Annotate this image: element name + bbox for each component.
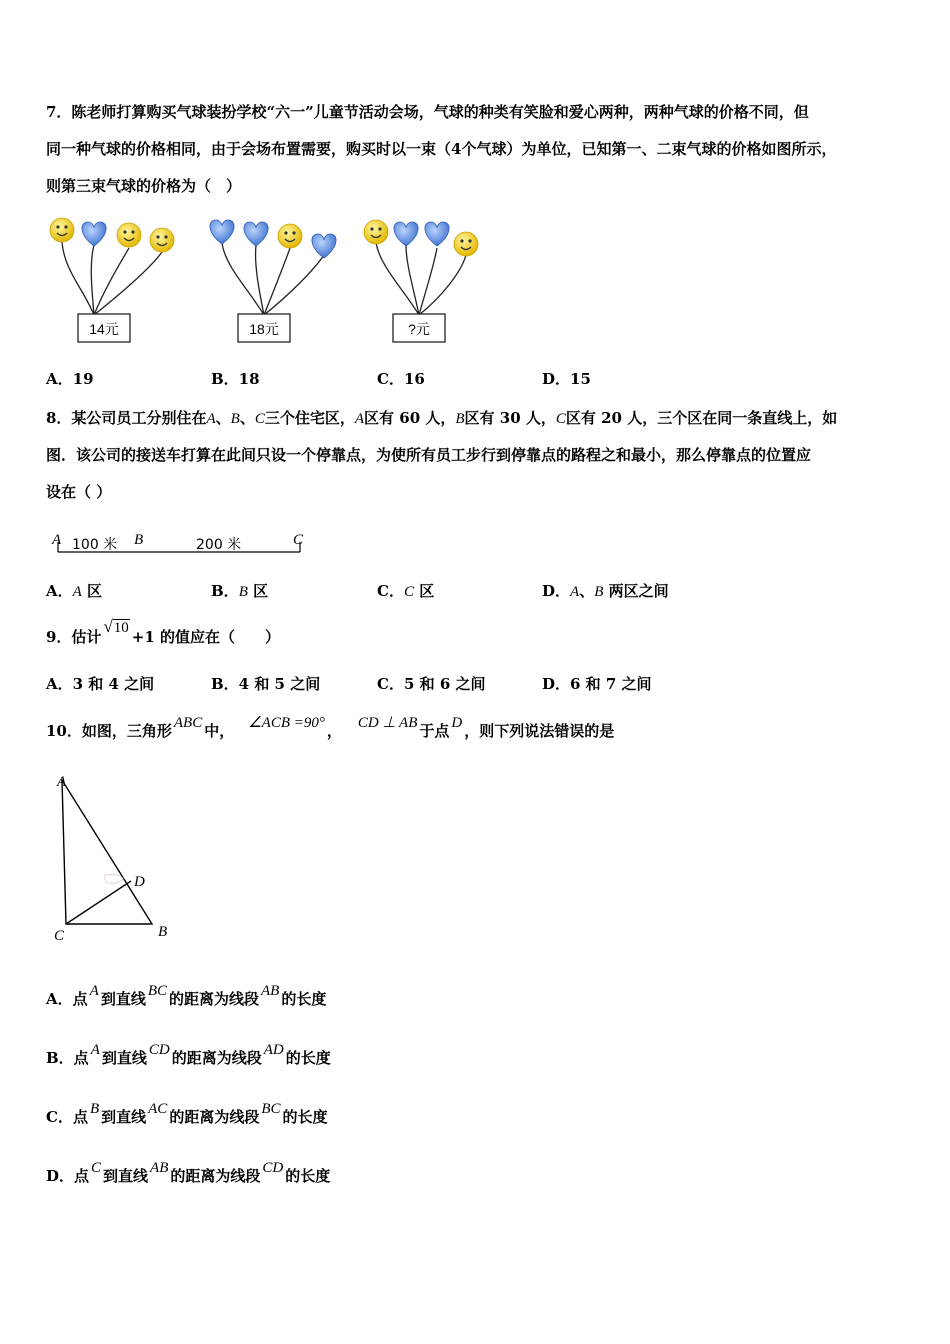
vertex-b-label: B (158, 924, 168, 940)
point-b-label: B (134, 532, 144, 548)
vertex-a-label: A (57, 774, 67, 790)
balloon-bundle-2 (210, 220, 336, 342)
smiley-balloon (364, 220, 388, 244)
q9-option-c[interactable]: C．5 和 6 之间 (377, 675, 486, 693)
sqrt-icon: √ (103, 617, 113, 636)
balloon-bundles-figure (44, 210, 484, 350)
heart-balloon (244, 222, 268, 246)
q7-line3: 则第三束气球的价格为（ ） (46, 177, 242, 195)
q10-line: 10．如图，三角形 ABC 中， ∠ACB =90° ， CD ⊥ AB 于点 D ，则下列说法错误的是 (46, 715, 615, 740)
q8-option-b[interactable]: B．B 区 (211, 582, 269, 600)
balloon-bundle-1 (50, 218, 174, 342)
sqrt-expression: √10 (103, 617, 129, 636)
point-c-label: C (293, 532, 304, 548)
q9-option-d[interactable]: D．6 和 7 之间 (542, 675, 652, 693)
q8-option-c[interactable]: C．C 区 (377, 582, 435, 600)
q9-line: 9．估计√10 +1 的值应在（ ） (46, 617, 281, 646)
price-label-1: 14元 (89, 321, 119, 337)
q8-line2: 图．该公司的接送车打算在此间只设一个停靠点，为使所有员工步行到停靠点的路程之和最小，那么停靠点的位置应 (46, 446, 812, 464)
distance-bc-label: 200 米 (196, 537, 242, 553)
distance-ab-label: 100 米 (72, 537, 118, 553)
q8-option-d[interactable]: D．A、B 两区之间 (542, 582, 669, 600)
q7-option-c[interactable]: C．16 (377, 370, 425, 388)
q10-option-d[interactable]: D．点 C 到直线 AB 的距离为线段 CD 的长度 (46, 1160, 331, 1185)
point-d-label: D (134, 874, 145, 890)
q10-option-a[interactable]: A．点 A 到直线 BC 的距离为线段 AB 的长度 (46, 983, 327, 1008)
heart-balloon (312, 234, 336, 258)
price-label-2: 18元 (249, 321, 279, 337)
balloon-bundle-3 (364, 220, 478, 342)
q10-option-c[interactable]: C．点 B 到直线 AC 的距离为线段 BC 的长度 (46, 1101, 328, 1126)
q7-option-b[interactable]: B．18 (211, 370, 260, 388)
q7-option-d[interactable]: D．15 (542, 370, 591, 388)
heart-balloon (82, 222, 106, 246)
q8-line3: 设在（ ） (46, 483, 112, 501)
q7-line1: 7．陈老师打算购买气球装扮学校“六一”儿童节活动会场，气球的种类有笑脸和爱心两种，两种气球的价格不同，但 (46, 103, 809, 121)
q7-option-a[interactable]: A．19 (46, 370, 94, 388)
q9-option-a[interactable]: A．3 和 4 之间 (46, 675, 155, 693)
q10-triangle-figure (46, 768, 176, 948)
q9-option-b[interactable]: B．4 和 5 之间 (211, 675, 321, 693)
smiley-balloon (278, 224, 302, 248)
segment-cd (66, 881, 131, 924)
heart-balloon (425, 222, 449, 246)
point-a-label: A (52, 532, 62, 548)
price-label-3: ?元 (408, 321, 430, 337)
smiley-balloon (50, 218, 74, 242)
vertex-c-label: C (54, 928, 65, 944)
heart-balloon (394, 222, 418, 246)
q10-option-b[interactable]: B．点 A 到直线 CD 的距离为线段 AD 的长度 (46, 1042, 331, 1067)
smiley-balloon (454, 232, 478, 256)
heart-balloon (210, 220, 234, 244)
q7-line2: 同一种气球的价格相同，由于会场布置需要，购买时以一束（4个气球）为单位，已知第一、二束气球的价格如图所示， (46, 140, 837, 158)
q8-line1: 8．某公司员工分别住在A、B、C三个住宅区，A区有 60 人，B区有 30 人，C区有 20 人，三个区在同一条直线上，如 (46, 409, 838, 427)
q8-line-diagram (48, 528, 318, 560)
triangle-abc (62, 780, 152, 924)
smiley-balloon (117, 223, 141, 247)
smiley-balloon (150, 228, 174, 252)
q8-option-a[interactable]: A．A 区 (46, 582, 103, 600)
